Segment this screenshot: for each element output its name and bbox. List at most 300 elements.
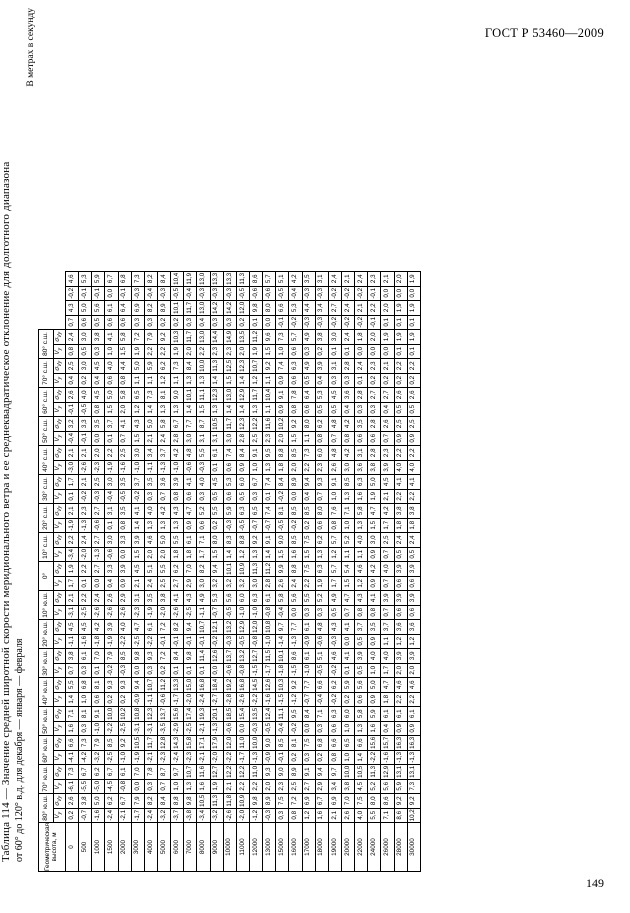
cell-1-36: -0,1 (79, 286, 92, 301)
cell-6-25: 3,4 (144, 446, 157, 461)
cell-10-10: 0,1 (197, 663, 210, 678)
cell-25-28: 0,5 (394, 402, 407, 417)
cell-7-8: -0,6 (157, 692, 170, 707)
cell-17-13: 7,7 (289, 620, 302, 635)
cell-8-17: 6,2 (171, 562, 184, 577)
cell-1-7: 8,1 (79, 707, 92, 722)
cell-1-15: 2,2 (79, 591, 92, 606)
cell-16-29: 9,1 (276, 388, 289, 403)
cell-22-6: 1,3 (355, 721, 368, 736)
cell-14-24: 1,0 (249, 460, 262, 475)
subheader-vy-7: $V_y$ (54, 605, 66, 620)
cell-8-2: 1,0 (171, 779, 184, 794)
cell-7-31: 6,2 (157, 359, 170, 374)
cell-10-14: -1,1 (197, 605, 210, 620)
cell-7-23: 3,6 (157, 475, 170, 490)
cell-21-34: -0,2 (341, 315, 354, 330)
cell-4-28: 2,0 (118, 402, 131, 417)
cell-21-15: 4,7 (341, 591, 354, 606)
cell-15-23: 7,4 (263, 475, 276, 490)
cell-15-0: -0,3 (263, 808, 276, 823)
cell-19-34: -0,3 (315, 315, 328, 330)
cell-23-28: 0,3 (368, 402, 381, 417)
cell-0-31: 2,5 (66, 359, 79, 374)
cell-20-3: 9,7 (328, 765, 341, 780)
cell-10-7: 19,3 (197, 707, 210, 722)
cell-4-7: 10,2 (118, 707, 131, 722)
cell-10-22: 0,3 (197, 489, 210, 504)
cell-23-2: 5,2 (368, 779, 381, 794)
cell-22-7: 5,8 (355, 707, 368, 722)
cell-23-31: 2,3 (368, 359, 381, 374)
cell-24-6: 0,4 (381, 721, 394, 736)
cell-22-9: 5,6 (355, 678, 368, 693)
cell-13-22: 0,5 (236, 489, 249, 504)
column-group-13: 50° с.ш. (39, 417, 54, 446)
cell-13-10: -0,8 (236, 663, 249, 678)
cell-6-13: 6,1 (144, 620, 157, 635)
cell-13-19: 8,8 (236, 533, 249, 548)
cell-14-11: 12,7 (249, 649, 262, 664)
cell-14-25: 9,1 (249, 446, 262, 461)
wind-data-table (38, 271, 421, 872)
cell-2-25: 2,0 (92, 446, 105, 461)
table-row (394, 272, 407, 872)
cell-5-32: 1,9 (131, 344, 144, 359)
cell-14-32: 1,9 (249, 344, 262, 359)
cell-10-30: 1,3 (197, 373, 210, 388)
cell-2-30: 0,4 (92, 373, 105, 388)
cell-26-12: 1,2 (407, 634, 420, 649)
table-row (328, 272, 341, 872)
units-note: В метрах в секунду (26, 8, 36, 87)
cell-9-19: 6,1 (184, 533, 197, 548)
row-height-12: 10000 (223, 823, 236, 872)
cell-16-21: 8,1 (276, 504, 289, 519)
cell-17-7: 9,5 (289, 707, 302, 722)
cell-11-28: 1,3 (210, 402, 223, 417)
subheader-sigma-13: $\sigma_{Vy}$ (54, 417, 66, 432)
cell-16-25: 8,8 (276, 446, 289, 461)
cell-21-35: 2,4 (341, 301, 354, 316)
cell-1-33: 3,0 (79, 330, 92, 345)
cell-11-5: 17,9 (210, 736, 223, 751)
cell-7-29: 8,1 (157, 388, 170, 403)
cell-21-29: 3,6 (341, 388, 354, 403)
cell-24-11: 4,0 (381, 649, 394, 664)
cell-13-21: 6,3 (236, 504, 249, 519)
cell-2-36: -0,1 (92, 286, 105, 301)
cell-20-24: 2,6 (328, 460, 341, 475)
cell-22-19: 4,0 (355, 533, 368, 548)
cell-21-16: 1,5 (341, 576, 354, 591)
cell-4-19: 3,3 (118, 533, 131, 548)
cell-14-31: 10,7 (249, 359, 262, 374)
row-height-20: 19000 (328, 823, 341, 872)
cell-15-17: 11,2 (263, 562, 276, 577)
cell-26-1: 9,2 (407, 794, 420, 809)
cell-17-33: 5,7 (289, 330, 302, 345)
cell-2-2: -5,0 (92, 779, 105, 794)
cell-15-28: 1,1 (263, 402, 276, 417)
cell-14-21: 6,5 (249, 504, 262, 519)
cell-20-21: 7,6 (328, 504, 341, 519)
cell-8-0: -3,7 (171, 808, 184, 823)
cell-26-31: 2,2 (407, 359, 420, 374)
cell-13-7: 15,4 (236, 707, 249, 722)
row-height-23: 24000 (368, 823, 381, 872)
row-height-26: 30000 (407, 823, 420, 872)
cell-6-29: 7,3 (144, 388, 157, 403)
cell-4-26: 0,7 (118, 431, 131, 446)
cell-17-9: 9,2 (289, 678, 302, 693)
cell-25-8: 2,2 (394, 692, 407, 707)
cell-24-16: 0,7 (381, 576, 394, 591)
cell-10-17: 8,2 (197, 562, 210, 577)
cell-5-10: 0,0 (131, 663, 144, 678)
cell-0-0: 0,2 (66, 808, 79, 823)
cell-11-15: 5,3 (210, 591, 223, 606)
cell-13-17: 10,9 (236, 562, 249, 577)
cell-20-9: 6,2 (328, 678, 341, 693)
cell-18-20: 0,2 (302, 518, 315, 533)
cell-19-8: -0,4 (315, 692, 328, 707)
cell-8-10: 0,1 (171, 663, 184, 678)
cell-10-25: 5,5 (197, 446, 210, 461)
table-row (236, 272, 249, 872)
table-row (407, 272, 420, 872)
cell-2-3: 6,2 (92, 765, 105, 780)
cell-8-6: -2,9 (171, 721, 184, 736)
cell-21-32: 0,1 (341, 344, 354, 359)
cell-24-33: 1,9 (381, 330, 394, 345)
cell-24-7: 6,1 (381, 707, 394, 722)
cell-15-9: 12,6 (263, 678, 276, 693)
cell-1-16: 0,1 (79, 576, 92, 591)
cell-1-25: 2,1 (79, 446, 92, 461)
cell-12-4: -2,2 (223, 750, 236, 765)
cell-10-34: 0,4 (197, 315, 210, 330)
cell-13-26: 2,8 (236, 431, 249, 446)
cell-12-30: 1,5 (223, 373, 236, 388)
cell-6-22: 0,3 (144, 489, 157, 504)
cell-22-17: 4,6 (355, 562, 368, 577)
cell-23-1: 8,0 (368, 794, 381, 809)
cell-20-26: 0,7 (328, 431, 341, 446)
cell-19-26: 0,8 (315, 431, 328, 446)
cell-23-37: 2,3 (368, 272, 381, 287)
cell-0-20: -1,9 (66, 518, 79, 533)
cell-3-28: 1,5 (105, 402, 118, 417)
cell-13-27: 12,3 (236, 417, 249, 432)
subheader-vy-3: $V_y$ (54, 721, 66, 736)
cell-18-16: 2,2 (302, 576, 315, 591)
cell-9-7: 17,4 (184, 707, 197, 722)
cell-2-0: -1,6 (92, 808, 105, 823)
cell-24-36: 0,0 (381, 286, 394, 301)
cell-16-24: 1,8 (276, 460, 289, 475)
cell-13-31: 12,3 (236, 359, 249, 374)
cell-24-0: 7,1 (381, 808, 394, 823)
cell-25-6: 0,9 (394, 721, 407, 736)
cell-24-30: 0,2 (381, 373, 394, 388)
cell-23-30: 0,2 (368, 373, 381, 388)
cell-23-36: -0,1 (368, 286, 381, 301)
cell-7-30: 1,2 (157, 373, 170, 388)
subheader-vy-12: $V_y$ (54, 460, 66, 475)
cell-12-20: -0,3 (223, 518, 236, 533)
cell-14-7: 13,5 (249, 707, 262, 722)
cell-3-19: 3,0 (105, 533, 118, 548)
cell-9-1: 9,8 (184, 794, 197, 809)
cell-26-30: 0,2 (407, 373, 420, 388)
cell-2-7: 9,1 (92, 707, 105, 722)
cell-7-14: -2,0 (157, 605, 170, 620)
cell-26-24: 4,0 (407, 460, 420, 475)
cell-25-24: 4,0 (394, 460, 407, 475)
cell-22-10: 0,5 (355, 663, 368, 678)
cell-26-34: 0,1 (407, 315, 420, 330)
cell-5-33: 7,2 (131, 330, 144, 345)
cell-14-13: 12,0 (249, 620, 262, 635)
cell-18-9: 7,7 (302, 678, 315, 693)
cell-24-17: 4,0 (381, 562, 394, 577)
column-header-height: Геометрическая высота, м (39, 823, 66, 872)
subheader-sigma-10: $\sigma_{Vy}$ (54, 504, 66, 519)
cell-20-33: 3,0 (328, 330, 341, 345)
cell-22-5: 6,6 (355, 736, 368, 751)
cell-14-10: -1,5 (249, 663, 262, 678)
cell-7-3: 8,7 (157, 765, 170, 780)
cell-7-35: 8,9 (157, 301, 170, 316)
cell-3-12: -1,9 (105, 634, 118, 649)
cell-5-27: 4,3 (131, 417, 144, 432)
cell-9-30: 1,3 (184, 373, 197, 388)
cell-14-1: 9,8 (249, 794, 262, 809)
cell-18-2: 2,7 (302, 779, 315, 794)
cell-17-5: 8,1 (289, 736, 302, 751)
cell-3-8: 0,2 (105, 692, 118, 707)
cell-0-10: 0,7 (66, 663, 79, 678)
cell-1-26: -0,1 (79, 431, 92, 446)
cell-22-22: 1,6 (355, 489, 368, 504)
cell-26-35: 1,9 (407, 301, 420, 316)
cell-9-12: -0,1 (184, 634, 197, 649)
cell-17-16: 2,4 (289, 576, 302, 591)
cell-19-9: 6,6 (315, 678, 328, 693)
cell-11-23: 4,5 (210, 475, 223, 490)
cell-15-34: 0,0 (263, 315, 276, 330)
cell-0-6: 1,6 (66, 721, 79, 736)
cell-18-32: 0,3 (302, 344, 315, 359)
cell-0-9: 5,5 (66, 678, 79, 693)
cell-22-8: 0,6 (355, 692, 368, 707)
cell-13-14: -1,0 (236, 605, 249, 620)
cell-21-1: 7,0 (341, 794, 354, 809)
cell-1-14: -2,5 (79, 605, 92, 620)
cell-26-18: 0,5 (407, 547, 420, 562)
cell-22-32: 0,0 (355, 344, 368, 359)
table-row (315, 272, 328, 872)
cell-2-18: -1,3 (92, 547, 105, 562)
cell-11-29: 12,3 (210, 388, 223, 403)
cell-25-0: 8,6 (394, 808, 407, 823)
cell-20-29: 4,5 (328, 388, 341, 403)
cell-6-4: -2,1 (144, 750, 157, 765)
cell-0-29: 2,6 (66, 388, 79, 403)
cell-22-20: 1,3 (355, 518, 368, 533)
cell-25-37: 2,0 (394, 272, 407, 287)
cell-4-34: 0,6 (118, 315, 131, 330)
cell-5-16: 2,1 (131, 576, 144, 591)
cell-8-15: 4,1 (171, 591, 184, 606)
table-row (105, 272, 118, 872)
cell-9-20: 0,9 (184, 518, 197, 533)
cell-19-14: 0,3 (315, 605, 328, 620)
cell-2-24: -2,3 (92, 460, 105, 475)
cell-26-17: 3,9 (407, 562, 420, 577)
cell-7-16: 2,5 (157, 576, 170, 591)
cell-22-2: 4,5 (355, 779, 368, 794)
cell-15-33: 9,6 (263, 330, 276, 345)
cell-15-21: 7,4 (263, 504, 276, 519)
cell-5-28: 1,2 (131, 402, 144, 417)
cell-25-2: 5,9 (394, 779, 407, 794)
cell-13-8: -2,6 (236, 692, 249, 707)
cell-3-36: 0,0 (105, 286, 118, 301)
cell-8-28: 1,3 (171, 402, 184, 417)
cell-22-29: 2,8 (355, 388, 368, 403)
cell-24-9: 4,7 (381, 678, 394, 693)
cell-0-34: 0,7 (66, 315, 79, 330)
cell-15-27: 11,6 (263, 417, 276, 432)
cell-5-36: -0,3 (131, 286, 144, 301)
cell-9-5: 15,8 (184, 736, 197, 751)
cell-17-3: 8,9 (289, 765, 302, 780)
cell-19-22: 0,7 (315, 489, 328, 504)
cell-7-15: 3,8 (157, 591, 170, 606)
subheader-vy-2: $V_y$ (54, 750, 66, 765)
cell-5-14: -2,3 (131, 605, 144, 620)
cell-1-37: 5,3 (79, 272, 92, 287)
cell-8-24: -1,0 (171, 460, 184, 475)
cell-24-4: -1,6 (381, 750, 394, 765)
cell-22-27: 3,5 (355, 417, 368, 432)
cell-20-13: 4,3 (328, 620, 341, 635)
cell-9-2: 1,3 (184, 779, 197, 794)
cell-10-18: 1,7 (197, 547, 210, 562)
cell-7-18: 2,0 (157, 547, 170, 562)
cell-8-4: -2,4 (171, 750, 184, 765)
cell-26-26: 0,9 (407, 431, 420, 446)
cell-10-32: 2,2 (197, 344, 210, 359)
cell-7-12: -0,1 (157, 634, 170, 649)
cell-8-16: 2,7 (171, 576, 184, 591)
cell-2-33: 3,8 (92, 330, 105, 345)
cell-20-5: 6,6 (328, 736, 341, 751)
cell-10-5: 17,1 (197, 736, 210, 751)
subheader-sigma-2: $\sigma_{Vy}$ (54, 736, 66, 751)
cell-2-6: -1,0 (92, 721, 105, 736)
subheader-sigma-11: $\sigma_{Vy}$ (54, 475, 66, 490)
cell-2-4: -3,2 (92, 750, 105, 765)
cell-25-25: 2,2 (394, 446, 407, 461)
cell-11-18: 1,5 (210, 547, 223, 562)
cell-0-26: -0,4 (66, 431, 79, 446)
cell-13-29: 12,9 (236, 388, 249, 403)
cell-16-8: -1,5 (276, 692, 289, 707)
cell-23-6: 1,6 (368, 721, 381, 736)
cell-21-23: 8,5 (341, 475, 354, 490)
cell-1-27: 3,3 (79, 417, 92, 432)
cell-1-1: 3,8 (79, 794, 92, 809)
column-group-6: 20° ю.ш. (39, 620, 54, 649)
cell-21-12: 0,0 (341, 634, 354, 649)
cell-5-35: 6,9 (131, 301, 144, 316)
cell-3-4: -2,5 (105, 750, 118, 765)
cell-22-30: 0,1 (355, 373, 368, 388)
cell-10-3: 11,6 (197, 765, 210, 780)
cell-8-22: 0,8 (171, 489, 184, 504)
cell-0-13: 4,5 (66, 620, 79, 635)
cell-15-22: 0,1 (263, 489, 276, 504)
cell-15-30: 1,1 (263, 373, 276, 388)
cell-20-23: 9,1 (328, 475, 341, 490)
cell-23-11: 4,0 (368, 649, 381, 664)
cell-4-12: -2,2 (118, 634, 131, 649)
cell-17-23: 8,9 (289, 475, 302, 490)
cell-3-0: -2,4 (105, 808, 118, 823)
cell-4-1: 6,7 (118, 794, 131, 809)
cell-6-34: 0,3 (144, 315, 157, 330)
cell-0-23: 1,7 (66, 475, 79, 490)
cell-20-18: 1,2 (328, 547, 341, 562)
cell-21-6: 1,0 (341, 721, 354, 736)
cell-17-30: 0,6 (289, 373, 302, 388)
cell-24-35: 2,0 (381, 301, 394, 316)
cell-15-1: 8,9 (263, 794, 276, 809)
cell-12-22: 0,6 (223, 489, 236, 504)
cell-15-14: -0,8 (263, 605, 276, 620)
cell-12-3: 12,2 (223, 765, 236, 780)
cell-6-27: 5,0 (144, 417, 157, 432)
cell-22-35: 2,1 (355, 301, 368, 316)
cell-11-12: -0,2 (210, 634, 223, 649)
cell-4-10: -0,3 (118, 663, 131, 678)
cell-17-32: 0,6 (289, 344, 302, 359)
cell-0-18: -3,4 (66, 547, 79, 562)
cell-18-3: 9,1 (302, 765, 315, 780)
cell-1-10: 0,3 (79, 663, 92, 678)
cell-26-36: 0,0 (407, 286, 420, 301)
cell-24-20: 1,7 (381, 518, 394, 533)
cell-5-25: 3,0 (131, 446, 144, 461)
cell-8-30: 1,1 (171, 373, 184, 388)
cell-1-30: 0,2 (79, 373, 92, 388)
cell-11-11: 12,6 (210, 649, 223, 664)
cell-5-11: 9,8 (131, 649, 144, 664)
cell-22-13: 3,7 (355, 620, 368, 635)
cell-23-20: 1,5 (368, 518, 381, 533)
subheader-sigma-4: $\sigma_{Vy}$ (54, 678, 66, 693)
cell-13-12: -0,5 (236, 634, 249, 649)
cell-12-12: -0,3 (223, 634, 236, 649)
cell-11-33: 14,4 (210, 330, 223, 345)
cell-18-6: 0,0 (302, 721, 315, 736)
cell-26-11: 3,9 (407, 649, 420, 664)
row-height-3: 1500 (105, 823, 118, 872)
column-group-2: 60° ю.ш. (39, 736, 54, 765)
